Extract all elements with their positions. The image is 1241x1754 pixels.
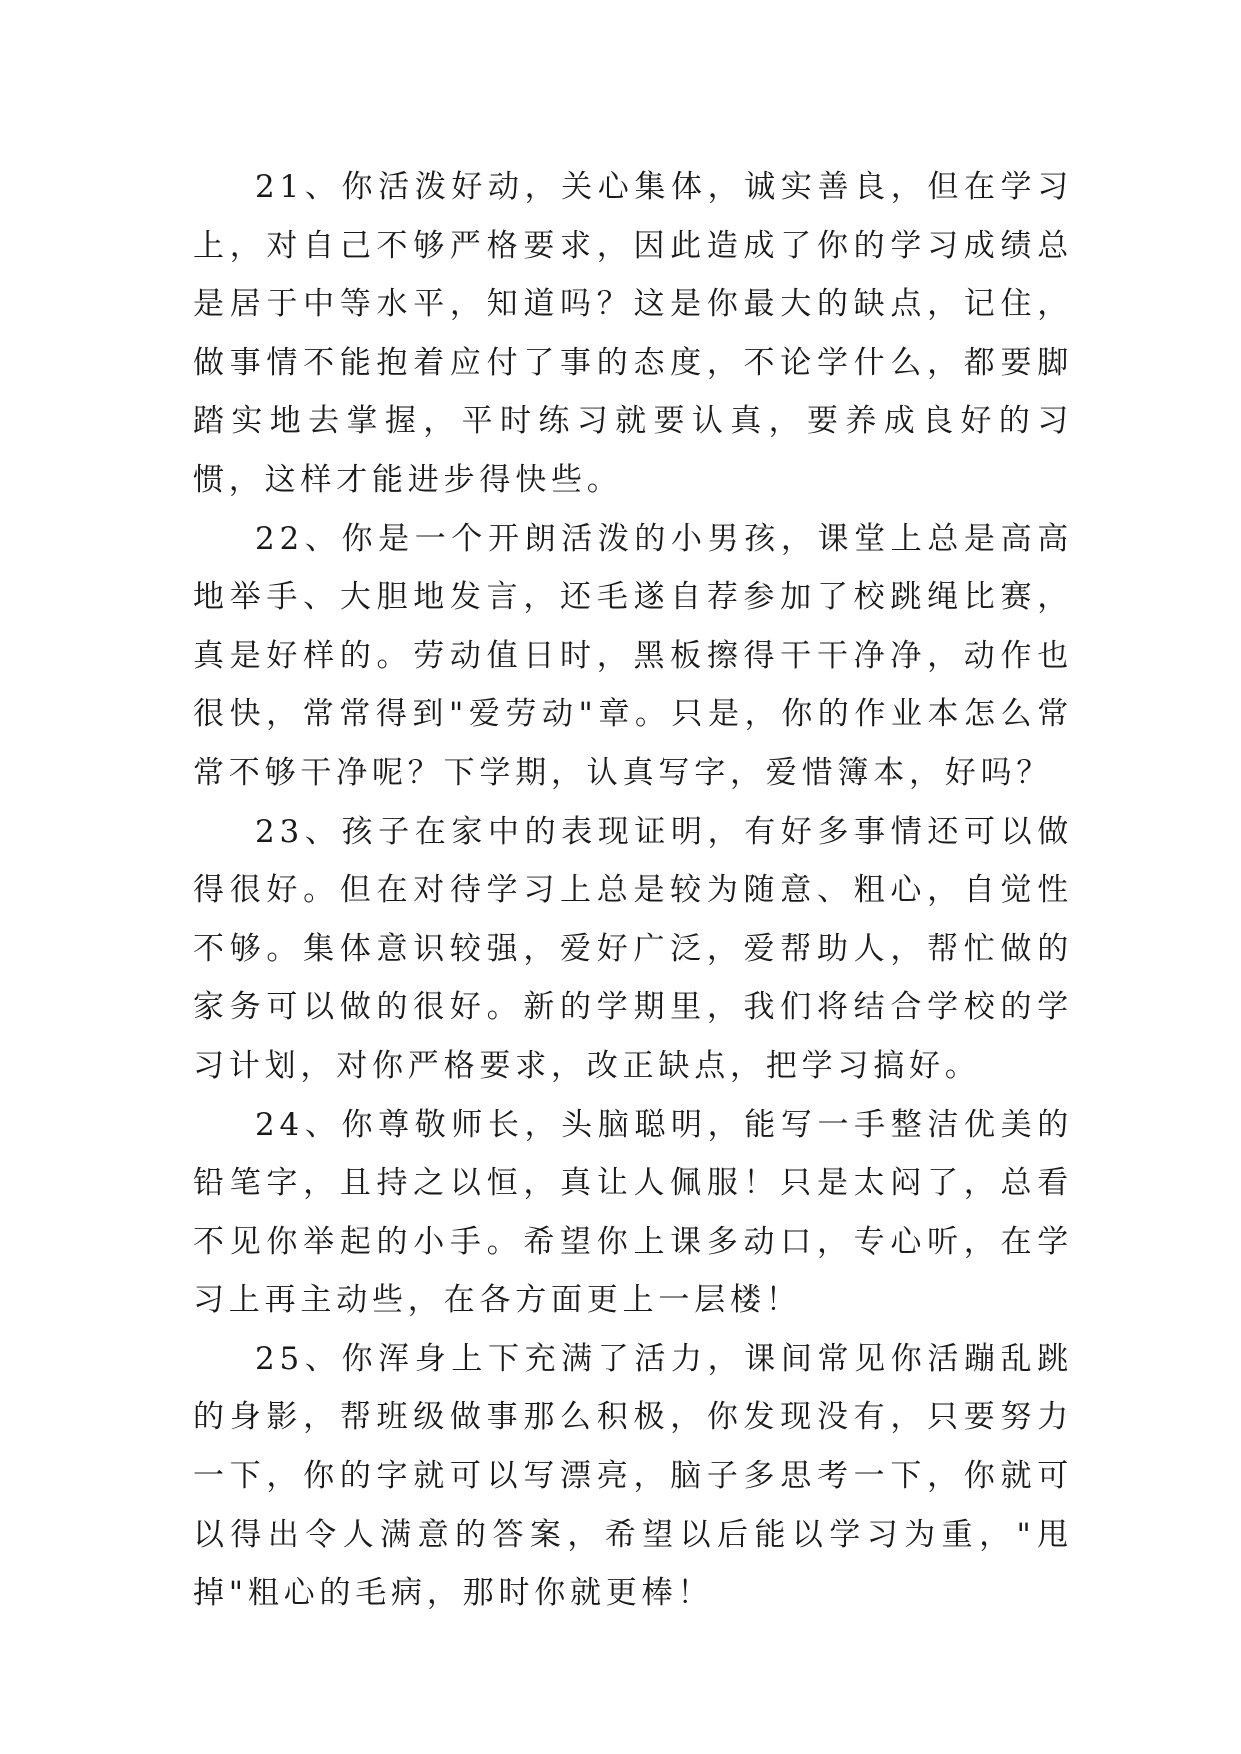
document-body [193,158,1073,1623]
comment-paragraph-23: 23、孩子在家中的表现证明，有好多事情还可以做得很好。但在对待学习上总是较为随意、粗心，自觉性不够。集体意识较强，爱好广泛，爱帮助人，帮忙做的家务可以做的很好。新的学期里，我们将结合学校的学习计划，对你严格要求，改正缺点，把学习搞好。 [193,813,1073,1084]
comment-paragraph-22: 22、你是一个开朗活泼的小男孩，课堂上总是高高地举手、大胆地发言，还毛遂自荐参加了校跳绳比赛，真是好样的。劳动值日时，黑板擦得干干净净，动作也很快，常常得到"爱劳动"章。只是，你的作业本怎么常常不够干净呢？下学期，认真写字，爱惜簿本，好吗？ [193,520,1073,791]
comment-paragraph-21: 21、你活泼好动，关心集体，诚实善良，但在学习上，对自己不够严格要求，因此造成了你的学习成绩总是居于中等水平，知道吗？这是你最大的缺点，记住，做事情不能抱着应付了事的态度，不论学什么，都要脚踏实地去掌握，平时练习就要认真，要养成良好的习惯，这样才能进步得快些。 [193,169,1073,498]
comment-paragraph-25: 25、你浑身上下充满了活力，课间常见你活蹦乱跳的身影，帮班级做事那么积极，你发现没有，只要努力一下，你的字就可以写漂亮，脑子多思考一下，你就可以得出令人满意的答案，希望以后能以学习为重，"甩掉"粗心的毛病，那时你就更棒！ [193,1340,1073,1612]
comment-paragraph-24: 24、你尊敬师长，头脑聪明，能写一手整洁优美的铅笔字，且持之以恒，真让人佩服！只是太闷了，总看不见你举起的小手。希望你上课多动口，专心听，在学习上再主动些，在各方面更上一层楼！ [193,1106,1073,1319]
